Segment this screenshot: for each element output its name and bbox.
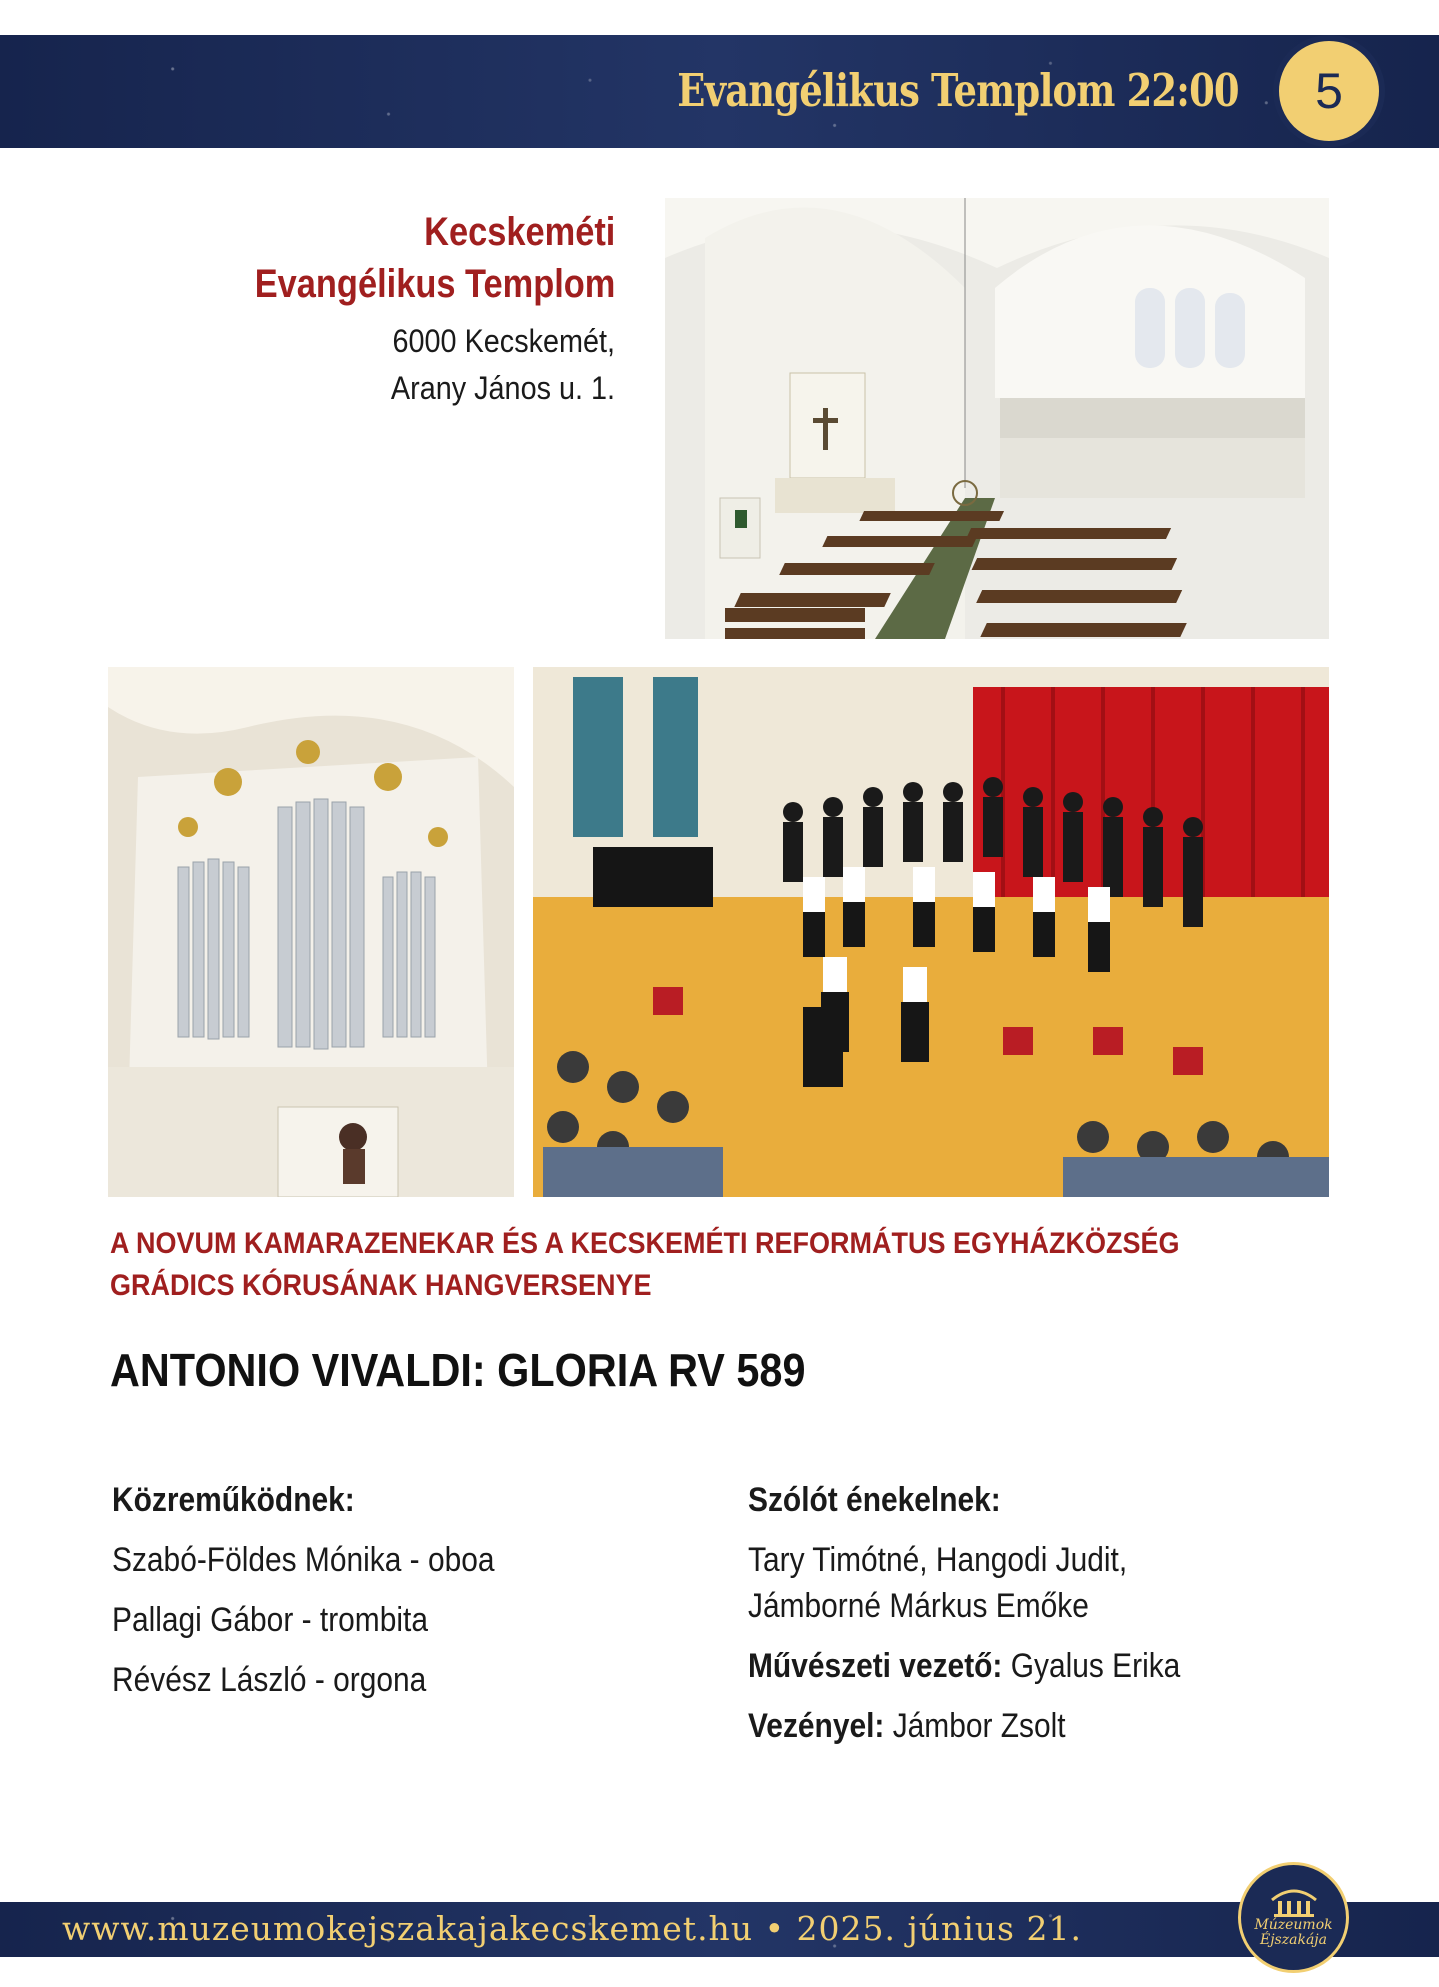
artistic-director-name: Gyalus Erika xyxy=(1010,1647,1181,1685)
address-line1: 6000 Kecskemét, xyxy=(392,323,615,359)
venue-name xyxy=(254,206,615,310)
event-title-line2: GRÁDICS KÓRUSÁNAK HANGVERSENYE xyxy=(110,1269,652,1302)
page-title: Evangélikus Templom 22:00 xyxy=(677,64,1239,117)
conductor-name: Jámbor Zsolt xyxy=(892,1707,1066,1745)
venue-name-line2: Evangélikus Templom xyxy=(254,262,615,306)
event-title xyxy=(110,1223,1235,1307)
soloists-heading: Szólót énekelnek: xyxy=(748,1481,1001,1519)
artistic-director-label: Művészeti vezető: xyxy=(748,1647,1003,1685)
museum-building-icon xyxy=(1268,1888,1320,1918)
work-title: ANTONIO VIVALDI: GLORIA RV 589 xyxy=(110,1344,806,1396)
conductor-label: Vezényel: xyxy=(748,1707,885,1745)
logo-line2: Éjszakája xyxy=(1260,1931,1327,1948)
performer-item: Pallagi Gábor - trombita xyxy=(112,1601,428,1639)
event-title-line1: A NOVUM KAMARAZENEKAR ÉS A KECSKEMÉTI REFORMÁTUS EGYHÁZKÖZSÉG xyxy=(110,1227,1180,1260)
footer-text xyxy=(62,1909,1082,1948)
church-interior-photo xyxy=(665,198,1329,639)
page-number-badge: 5 xyxy=(1273,35,1385,147)
venue-name-line1: Kecskeméti xyxy=(423,210,615,254)
museum-night-logo xyxy=(1238,1862,1349,1973)
performer-item: Szabó-Földes Mónika - oboa xyxy=(112,1541,495,1579)
soloists-names xyxy=(748,1530,1239,1636)
soloists-section xyxy=(748,1470,1239,1756)
artistic-director xyxy=(748,1636,1180,1696)
conductor xyxy=(748,1696,1180,1756)
website-link[interactable]: www.muzeumokejszakajakecskemet.hu xyxy=(62,1909,754,1948)
performers-heading: Közreműködnek: xyxy=(112,1481,355,1519)
soloists-line1: Tary Timótné, Hangodi Judit, xyxy=(748,1541,1128,1579)
footer-separator: • xyxy=(764,1909,786,1948)
event-date: 2025. június 21. xyxy=(796,1909,1082,1948)
performer-item: Révész László - orgona xyxy=(112,1661,427,1699)
address-line2: Arany János u. 1. xyxy=(390,370,615,406)
soloists-line2: Jámborné Márkus Emőke xyxy=(748,1587,1089,1625)
concert-photo xyxy=(533,667,1329,1197)
performers-section xyxy=(112,1470,547,1710)
organ-photo xyxy=(108,667,514,1197)
logo-line1: Múzeumok xyxy=(1254,1916,1333,1933)
venue-address xyxy=(391,318,615,412)
